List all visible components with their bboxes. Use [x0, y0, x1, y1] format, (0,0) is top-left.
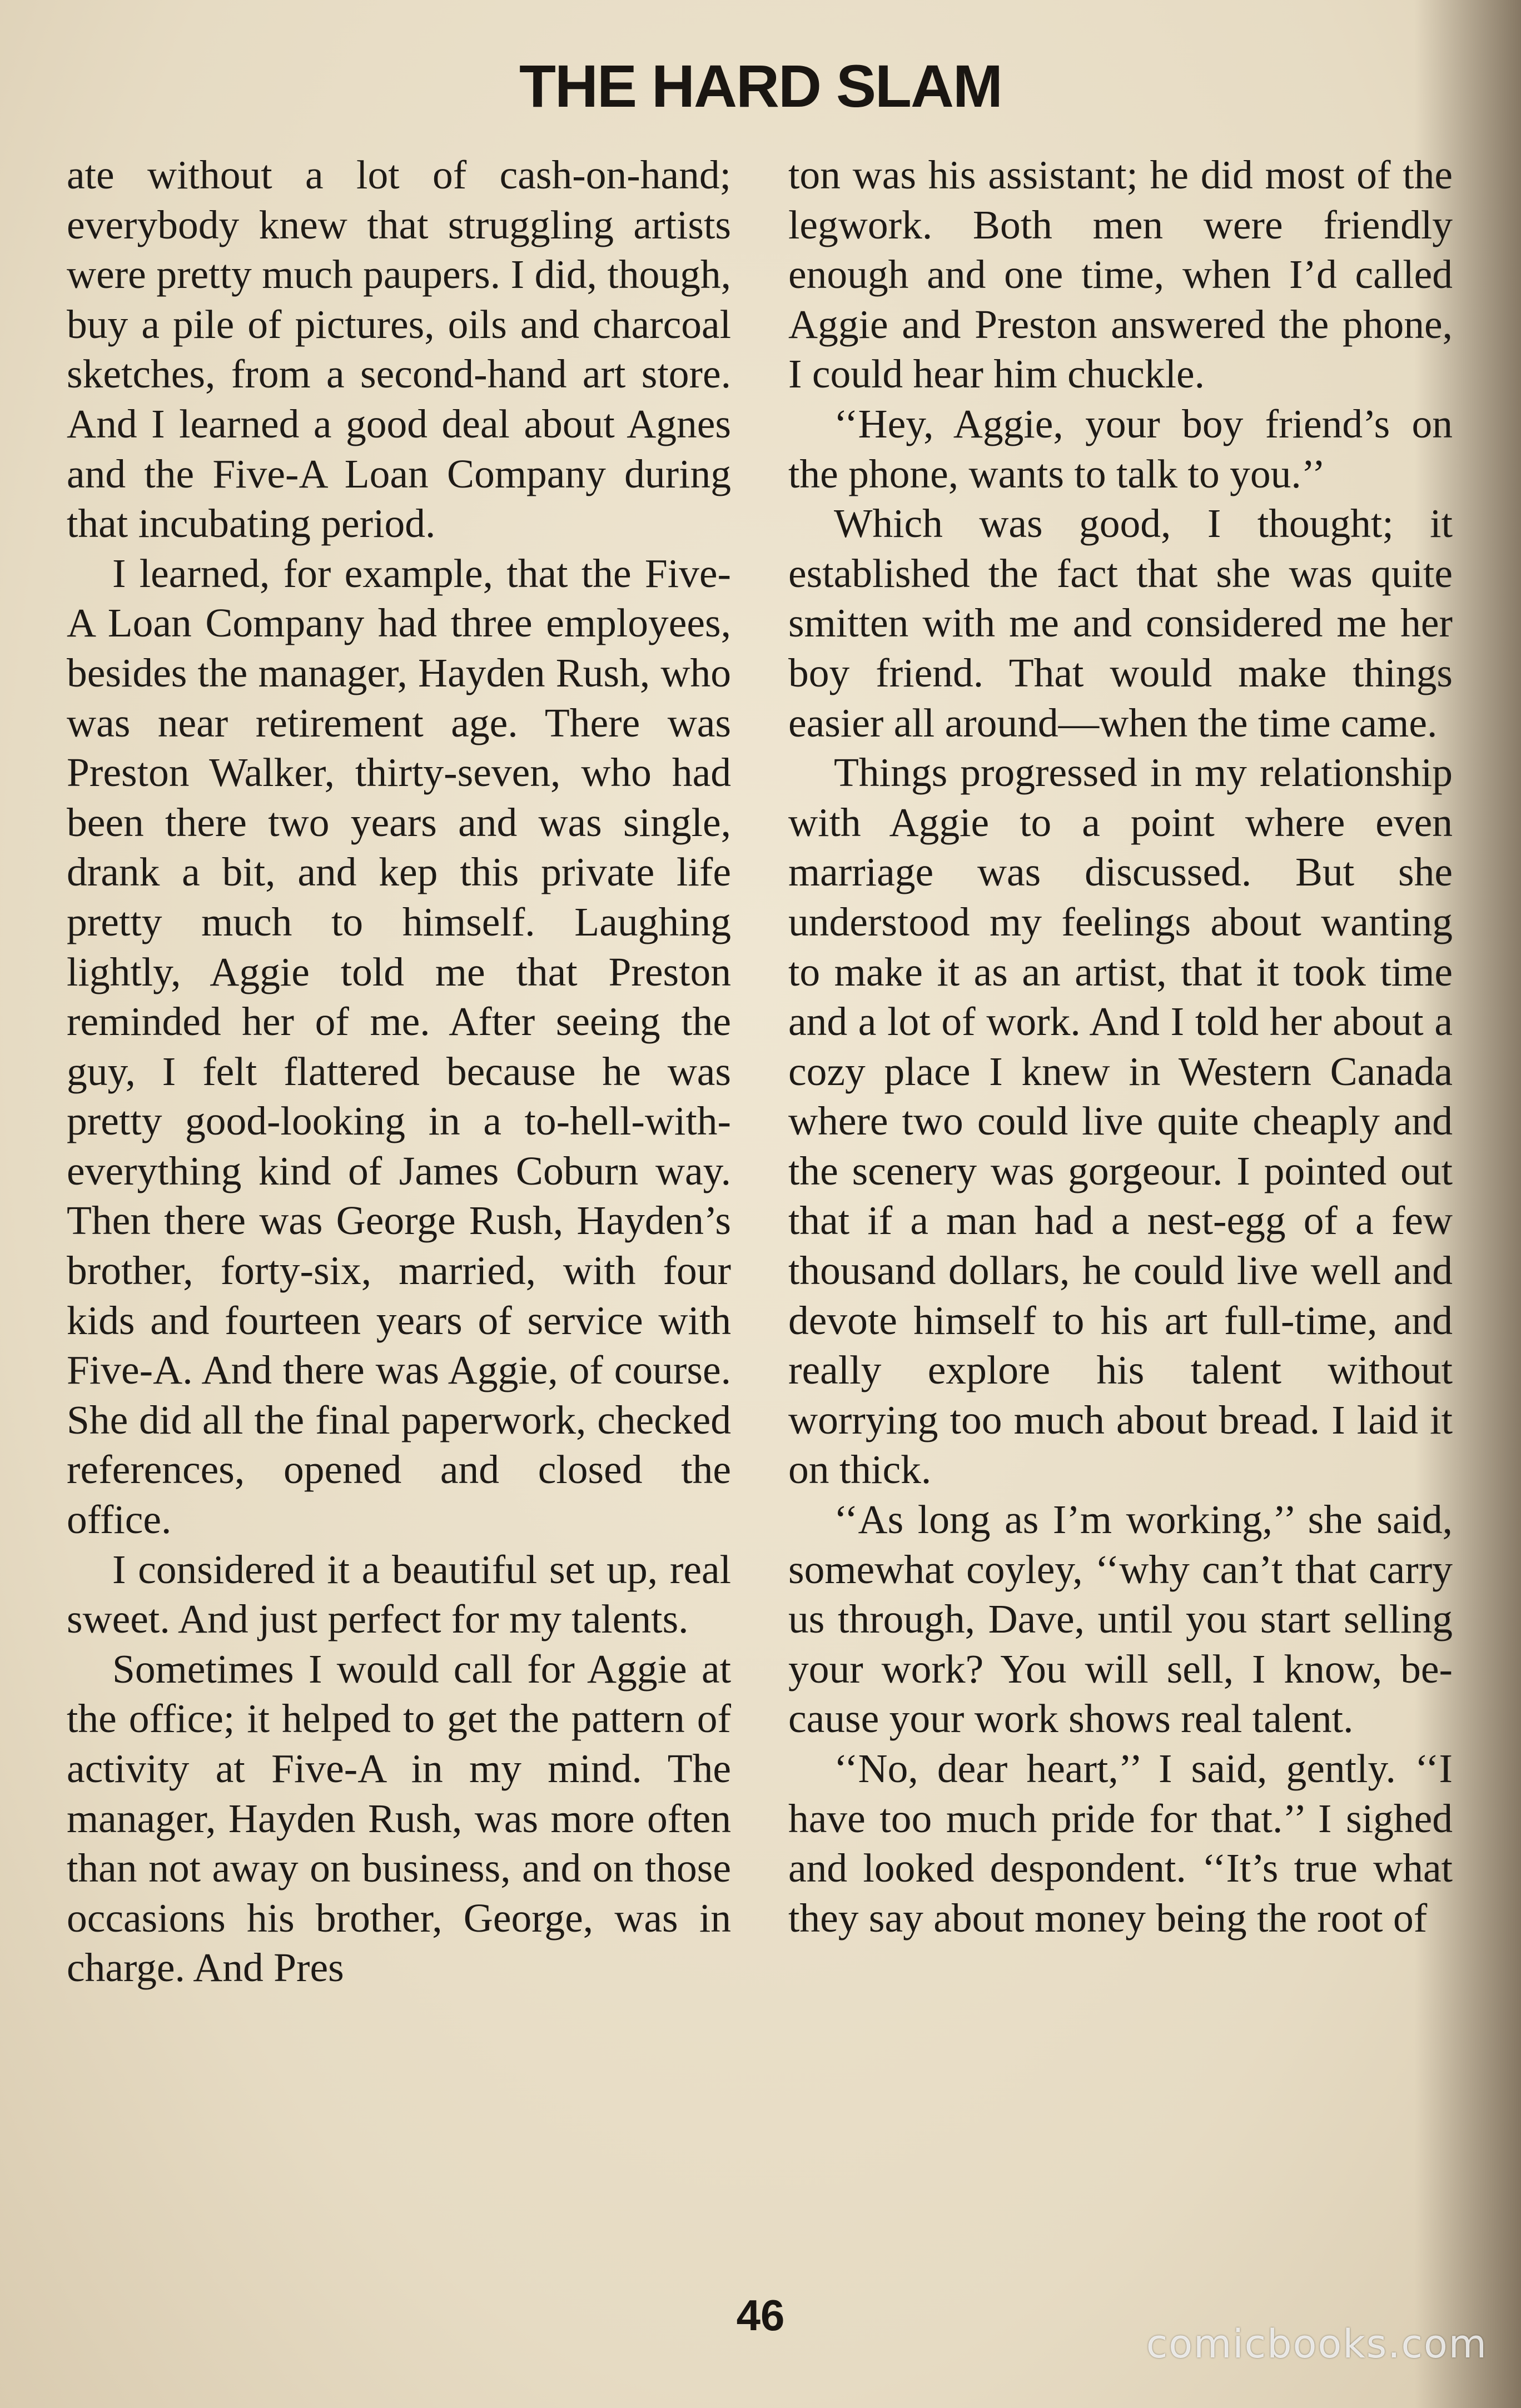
left-text-column [67, 150, 731, 1993]
paragraph: ton was his assistant; he did most of the legwork. Both men were friendly enough and one time, when I’d called Aggie and Preston answered the phone, I could hear him chuckle. [788, 152, 1453, 397]
site-watermark: comicbooks.com [1146, 2321, 1488, 2367]
right-text-column [788, 150, 1453, 1943]
paragraph: Which was good, I thought; it established the fact that she was quite smitten with me and considered me her boy friend. That would make things easier all around—when the time came. [788, 501, 1453, 745]
paragraph: Things progressed in my relationship with Aggie to a point where even marriage was discussed. But she understood my feelings about wanting to make it as an artist, that it took time and a lot of work. And I told her about a cozy place I knew in Western Canada where two could live quite cheaply and the scenery was gorgeour. I pointed out that if a man had a nest-egg of a few thousand dollars, he could live well and devote himself to his art full-time, and really explore his talent without worrying too much about bread. I laid it on thick. [788, 750, 1453, 1492]
page-title: THE HARD SLAM [519, 52, 1002, 120]
paragraph: I considered it a beautiful set up, real sweet. And just perfect for my talents. [67, 1546, 731, 1642]
paragraph: ‘‘No, dear heart,’’ I said, gently. ‘‘I have too much pride for that.’’ I sighed and looked despondent. ‘‘It’s true what they say about money being the root of [788, 1746, 1453, 1941]
page-number: 46 [736, 2291, 785, 2340]
paragraph: I learned, for example, that the Five-A Loan Company had three employees, besides the manager, Hayden Rush, who was near retirement age. There was Preston Walker, thirty-seven, who had been there two years and was single, drank a bit, and kep this private life pretty much to himself. Laughing lightly, Aggie told me that Preston reminded her of me. After seeing the guy, I felt flattered because he was pretty good-looking in a to-hell-with-everything kind of James Coburn way. Then there was George Rush, Hayden’s brother, forty-six, married, with four kids and fourteen years of service with Five-A. And there was Aggie, of course. She did all the final paperwork, checked references, opened and closed the office. [67, 550, 731, 1543]
paragraph: ‘‘Hey, Aggie, your boy friend’s on the phone, wants to talk to you.’’ [788, 401, 1453, 496]
paragraph: ‘‘As long as I’m working,’’ she said, somewhat coyley, ‘‘why can’t that carry us through, Dave, until you start selling your work? You will sell, I know, because your work shows real talent. [788, 1497, 1453, 1742]
paragraph: Sometimes I would call for Aggie at the office; it helped to get the pattern of activity at Five-A in my mind. The manager, Hayden Rush, was more often than not away on business, and on those occasions his brother, George, was in charge. And Pres [67, 1646, 731, 1991]
paragraph: ate without a lot of cash-on-hand; everybody knew that struggling artists were pretty much paupers. I did, though, buy a pile of pictures, oils and charcoal sketches, from a second-hand art store. And I learned a good deal about Agnes and the Five-A Loan Company during that incubating period. [67, 152, 731, 546]
